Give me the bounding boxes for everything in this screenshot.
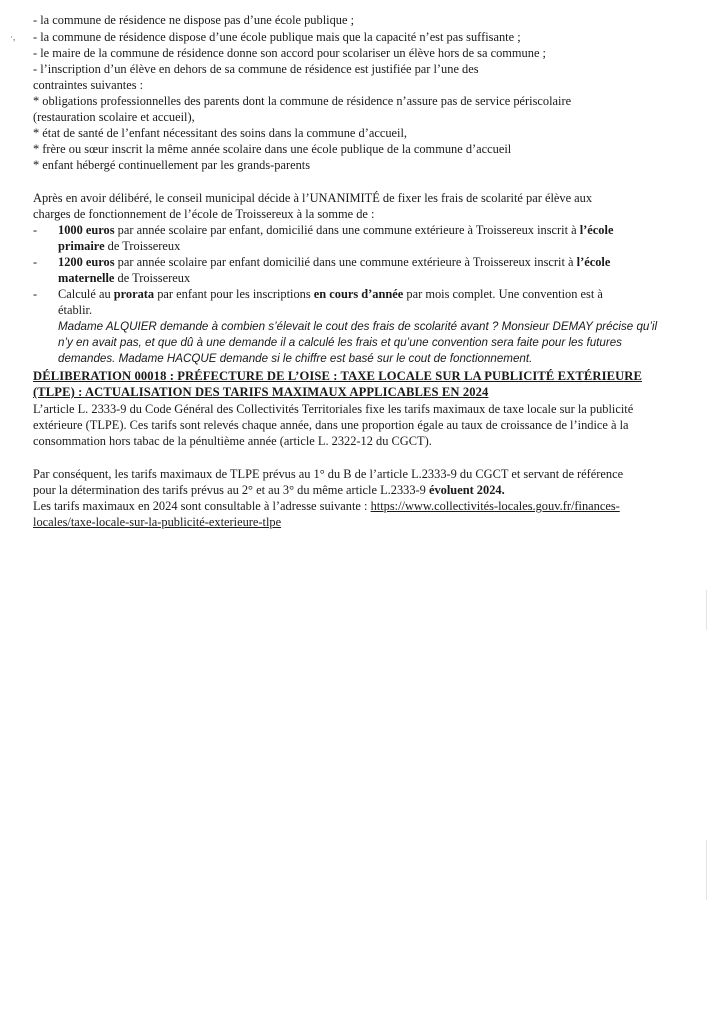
condition-line: (restauration scolaire et accueil), — [33, 110, 195, 124]
condition-line: - le maire de la commune de résidence donne son accord pour scolariser un élève hors de sa commune ; — [33, 46, 546, 60]
fee-amount: 1200 euros — [58, 255, 115, 269]
school-label: l’école — [576, 255, 611, 269]
fee-amount: 1000 euros — [58, 223, 115, 237]
decision-intro: Après en avoir délibéré, le conseil municipal décide à l’UNANIMITÉ de fixer les frais de scolarité par élève aux — [33, 191, 593, 205]
condition-line: * obligations professionnelles des parents dont la commune de résidence n’assure pas de service périscolaire — [33, 94, 572, 108]
tlpe-paragraph-line — [33, 499, 620, 513]
fee-item-prorata-cont: établir. — [58, 303, 93, 317]
tlpe-paragraph-line: consommation hors tabac de la pénultième année (article L. 2322-12 du CGCT). — [33, 434, 432, 448]
discussion-line: n’y en avait pas, et que dû à une demande il a calculé les frais et qu’une convention sera faite pour les futures — [58, 336, 622, 349]
decision-intro: charges de fonctionnement de l’école de Troissereux à la somme de : — [33, 207, 375, 221]
fee-item-primary — [58, 223, 613, 237]
discussion-line: Madame ALQUIER demande à combien s’élevait le cout des frais de scolarité avant ? Monsieur DEMAY précise qu’il — [58, 320, 658, 333]
condition-line: contraintes suivantes : — [33, 78, 144, 92]
paragraph-text: Les tarifs maximaux en 2024 sont consultable à l’adresse suivante : — [33, 499, 371, 513]
tlpe-paragraph-line: Par conséquent, les tarifs maximaux de TLPE prévus au 1° du B de l’article L.2333-9 du CGCT et servant de référence — [33, 467, 624, 481]
condition-line: * frère ou sœur inscrit la même année scolaire dans une école publique de la commune d’accueil — [33, 142, 512, 156]
condition-line: - l’inscription d’un élève en dehors de sa commune de résidence est justifiée par l’une des — [33, 62, 479, 76]
school-type: primaire — [58, 239, 105, 253]
list-dash: - — [33, 223, 38, 237]
tarifs-link-cont[interactable]: locales/taxe-locale-sur-la-publicité-exterieure-tlpe — [33, 515, 282, 529]
in-year-label: en cours d’année — [313, 287, 404, 301]
fee-text: par année scolaire par enfant domicilié dans une commune extérieure à Troissereux inscrit à — [114, 255, 577, 269]
list-dash: - — [33, 287, 38, 301]
condition-line: * enfant hébergé continuellement par les grands-parents — [33, 158, 311, 172]
school-type: maternelle — [58, 271, 115, 285]
fee-item-maternelle-cont — [58, 271, 190, 285]
condition-line: - la commune de résidence dispose d’une école publique mais que la capacité n’est pas suffisante ; — [33, 30, 521, 44]
fee-text: par enfant pour les inscriptions — [154, 287, 314, 301]
fee-text: par année scolaire par enfant, domicilié dans une commune extérieure à Troissereux inscrit à — [114, 223, 580, 237]
prorata-label: prorata — [113, 287, 155, 301]
fee-item-prorata — [58, 287, 603, 301]
deliberation-heading: DÉLIBERATION 00018 : PRÉFECTURE DE L’OISE : TAXE LOCALE SUR LA PUBLICITÉ EXTÉRIEURE — [33, 369, 642, 383]
condition-line: - la commune de résidence ne dispose pas d’une école publique ; — [33, 13, 355, 27]
fee-text: de Troissereux — [114, 271, 191, 285]
fee-item-primary-cont — [58, 239, 180, 253]
discussion-line: demandes. Madame HACQUE demande si le chiffre est basé sur le cout de fonctionnement. — [58, 352, 533, 365]
scan-edge-mark — [706, 590, 707, 630]
school-label: l’école — [579, 223, 614, 237]
fee-item-maternelle — [58, 255, 610, 269]
tlpe-paragraph-line — [33, 483, 505, 497]
tlpe-paragraph-line — [33, 515, 281, 529]
scan-edge-mark — [706, 840, 707, 900]
deliberation-heading: (TLPE) : ACTUALISATION DES TARIFS MAXIMAUX APPLICABLES EN 2024 — [33, 385, 489, 399]
tlpe-paragraph-line: extérieure (TLPE). Ces tarifs sont relevés chaque année, dans une proportion égale au taux de croissance de l’indice à la — [33, 418, 629, 432]
tarifs-link[interactable]: https://www.collectivités-locales.gouv.fr/finances- — [370, 499, 620, 513]
condition-line: * état de santé de l’enfant nécessitant des soins dans la commune d’accueil, — [33, 126, 407, 140]
fee-text: par mois complet. Une convention est à — [403, 287, 603, 301]
tlpe-paragraph-line: L’article L. 2333-9 du Code Général des Collectivités Territoriales fixe les tarifs maximaux de taxe locale sur la publicité — [33, 402, 634, 416]
scan-artifact: ·, — [10, 32, 16, 42]
evolution-label: évoluent 2024. — [428, 483, 505, 497]
fee-text: Calculé au — [58, 287, 114, 301]
paragraph-text: pour la détermination des tarifs prévus au 2° et au 3° du même article L.2333-9 — [33, 483, 429, 497]
list-dash: - — [33, 255, 38, 269]
fee-text: de Troissereux — [104, 239, 181, 253]
